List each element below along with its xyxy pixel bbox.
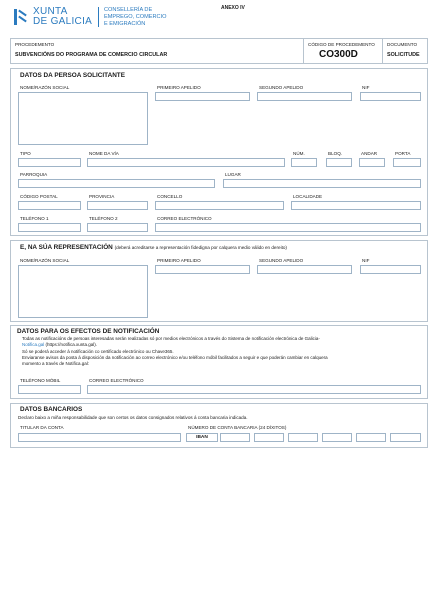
document-value: SOLICITUDE: [387, 52, 420, 58]
procedure-value: SUBVENCIÓNS DO PROGRAMA DE COMERCIO CIRCULAR: [15, 52, 168, 58]
applicant-title: DATOS DA PERSOA SOLICITANTE: [20, 72, 125, 79]
notification-line: Enviaranse avisos da posta á disposición da notificación ao correo electrónico e/ou teléfono móbil facilitados a seguir e que poderán cambiar en calquera: [22, 354, 328, 360]
mobile-field[interactable]: [18, 385, 81, 394]
notification-line: Só se poderá acceder á notificación co certificado electrónico ou Chave365.: [22, 348, 174, 354]
representative-subtitle: (deberá acreditarse a representación fidedigna por calquera medio válido en dereito): [114, 245, 287, 250]
province-field[interactable]: [87, 201, 148, 210]
rep-name-field[interactable]: [18, 265, 148, 318]
surname2-label: SEGUNDO APELIDO: [259, 85, 304, 90]
representative-title: [20, 244, 287, 251]
road-label: NOME DA VÍA: [89, 151, 119, 156]
rep-surname2-label: SEGUNDO APELIDO: [259, 258, 304, 263]
parish-field[interactable]: [18, 179, 215, 188]
email-label: CORREO ELECTRÓNICO: [157, 216, 212, 221]
surname1-label: PRIMEIRO APELIDO: [157, 85, 201, 90]
nif-field[interactable]: [360, 92, 421, 101]
notification-email-label: CORREO ELECTRÓNICO: [89, 378, 144, 383]
surname1-field[interactable]: [155, 92, 250, 101]
postcode-label: CÓDIGO POSTAL: [20, 194, 58, 199]
parish-label: PARROQUIA: [20, 172, 48, 177]
conselleria-line: EMPREGO, COMERCIO: [104, 13, 167, 20]
locality-field[interactable]: [291, 201, 421, 210]
council-label: CONCELLO: [157, 194, 183, 199]
notifica-link[interactable]: Notifica.gal: [22, 342, 45, 348]
num-field[interactable]: [291, 158, 317, 167]
bank-title: DATOS BANCARIOS: [20, 406, 83, 413]
locality-label: LOCALIDADE: [293, 194, 323, 199]
phone1-label: TELÉFONO 1: [20, 216, 49, 221]
council-field[interactable]: [155, 201, 284, 210]
procedure-code-label: CÓDIGO DE PROCEDEMENTO: [308, 42, 375, 47]
floor-field[interactable]: [359, 158, 385, 167]
notification-line: momento a través de Notifica.gal:: [22, 361, 90, 367]
rep-surname1-field[interactable]: [155, 265, 250, 274]
conselleria-line: E EMIGRACIÓN: [104, 20, 146, 27]
rep-nif-field[interactable]: [360, 265, 421, 274]
account-field-3[interactable]: [322, 433, 352, 442]
surname2-field[interactable]: [257, 92, 352, 101]
road-field[interactable]: [87, 158, 285, 167]
door-label: PORTA: [395, 151, 411, 156]
nif-label: NIF: [362, 85, 370, 90]
rep-name-label: NOME/RAZÓN SOCIAL: [20, 258, 70, 263]
procedure-code: CO300D: [319, 49, 358, 60]
holder-field[interactable]: [18, 433, 181, 442]
xunta-logo: [14, 6, 92, 28]
notification-title: DATOS PARA OS EFECTOS DE NOTIFICACIÓN: [17, 328, 160, 335]
email-field[interactable]: [155, 223, 421, 232]
place-field[interactable]: [223, 179, 421, 188]
floor-label: ANDAR: [361, 151, 378, 156]
holder-label: TITULAR DA CONTA: [20, 425, 64, 430]
document-label: DOCUMENTO: [387, 42, 418, 47]
rep-surname1-label: PRIMEIRO APELIDO: [157, 258, 201, 263]
conselleria-name: [98, 7, 184, 27]
notification-text: [22, 336, 422, 367]
place-label: LUGAR: [225, 172, 241, 177]
rep-nif-label: NIF: [362, 258, 370, 263]
phone1-field[interactable]: [18, 223, 81, 232]
name-label: NOME/RAZÓN SOCIAL: [20, 85, 70, 90]
rep-surname2-field[interactable]: [257, 265, 352, 274]
type-label: TIPO: [20, 151, 31, 156]
name-field[interactable]: [18, 92, 148, 145]
iban-field[interactable]: [220, 433, 250, 442]
logo-line2: DE GALICIA: [33, 16, 93, 27]
notification-line: Todas as notificacións de persoas interesadas serán realizadas só por medios electrónicos a través do Sistema de notificación electrónica de Galicia-: [22, 336, 320, 341]
block-field[interactable]: [326, 158, 352, 167]
account-field-4[interactable]: [356, 433, 386, 442]
bank-declaration: Declaro baixo a miña responsabilidade que son certos os datos consignados relativos á conta bancaria indicada.: [18, 415, 248, 420]
notification-line-rest: (https://notifica.xunta.gal).: [44, 342, 98, 348]
conselleria-line: CONSELLERÍA DE: [104, 7, 153, 13]
account-label: NÚMERO DE CONTA BANCARIA (24 DÍXITOS): [188, 425, 287, 430]
logo-line1: XUNTA: [33, 6, 68, 17]
block-label: BLOQ.: [328, 151, 343, 156]
galicia-flag-icon: [14, 9, 28, 25]
account-field-1[interactable]: [254, 433, 284, 442]
phone2-label: TELÉFONO 2: [89, 216, 118, 221]
account-field-5[interactable]: [390, 433, 421, 442]
iban-label: IBAN: [186, 433, 218, 442]
postcode-field[interactable]: [18, 201, 81, 210]
annex-title: ANEXO IV: [221, 5, 245, 11]
phone2-field[interactable]: [87, 223, 148, 232]
mobile-label: TELÉFONO MÓBIL: [20, 378, 61, 383]
type-field[interactable]: [18, 158, 81, 167]
representative-title-text: E, NA SÚA REPRESENTACIÓN: [20, 244, 113, 251]
door-field[interactable]: [393, 158, 421, 167]
procedure-label: PROCEDEMENTO: [15, 42, 55, 47]
num-label: NÚM.: [293, 151, 305, 156]
province-label: PROVINCIA: [89, 194, 115, 199]
notification-email-field[interactable]: [87, 385, 421, 394]
account-field-2[interactable]: [288, 433, 318, 442]
